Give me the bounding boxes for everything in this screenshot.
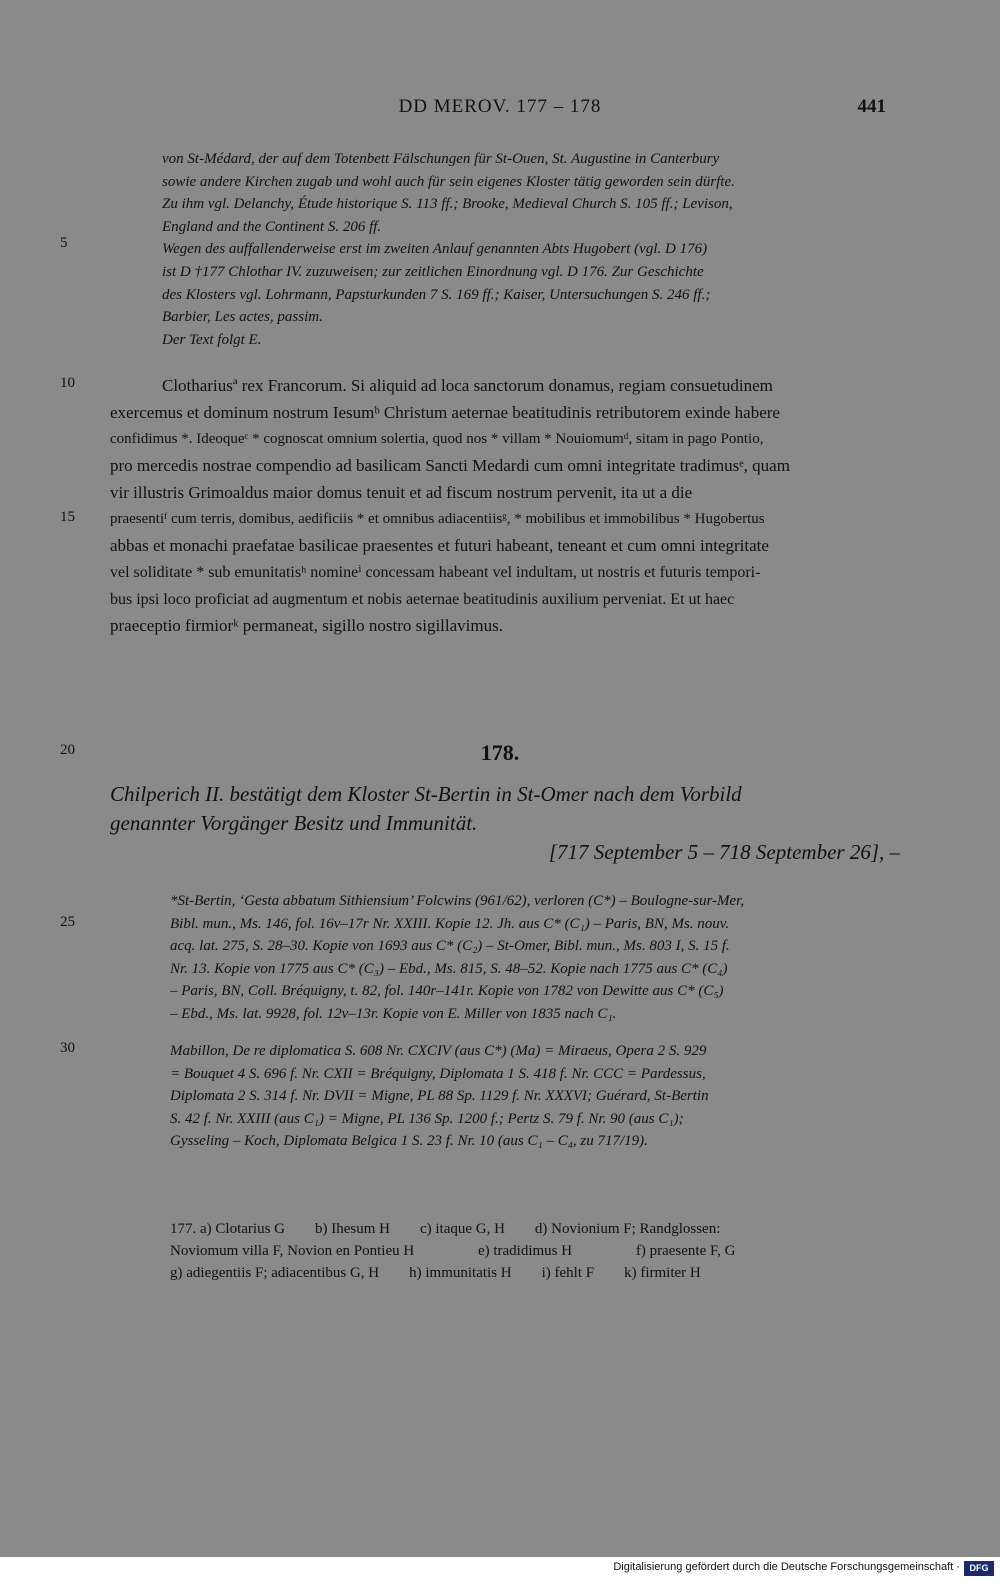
source-line: – Ebd., Ms. lat. 9928, fol. 12v–13r. Kopie von E. Miller von 1835 nach C₁. xyxy=(170,1005,617,1022)
edition-line: Gysseling – Koch, Diplomata Belgica 1 S. 23 f. Nr. 10 (aus C₁ – C₄, zu 717/19). xyxy=(170,1133,648,1149)
apparatus-notes xyxy=(170,1218,900,1284)
edition-line: S. 42 f. Nr. XXIII (aus C₁) = Migne, PL 136 Sp. 1200 f.; Pertz S. 79 f. Nr. 90 (aus C₁); xyxy=(170,1110,684,1127)
funding-footer xyxy=(0,1557,1000,1581)
charter-line: confidimus *. Ideoqueᶜ * cognoscat omnium solertia, quod nos * villam * Nouiomumᵈ, sitam in pago Pontio, xyxy=(110,431,764,448)
source-line: Nr. 13. Kopie von 1775 aus C* (C₃) – Ebd., Ms. 815, S. 48–52. Kopie nach 1775 aus C* (C₄) xyxy=(170,960,728,977)
note-line: Noviomum villa F, Novion en Pontieu H e) tradidimus H f) praesente F, G xyxy=(170,1243,736,1259)
line-number: 5 xyxy=(60,235,68,251)
line-number: 30 xyxy=(60,1040,75,1056)
commentary-line: Wegen des auffallenderweise erst im zweiten Anlauf genannten Abts Hugobert (vgl. D 176) xyxy=(162,241,708,258)
commentary-line: des Klosters vgl. Lohrmann, Papsturkunden 7 S. 169 ff.; Kaiser, Untersuchungen S. 246 ff.; xyxy=(162,286,711,303)
charter-line: praesentiᶠ cum terris, domibus, aedificiis * et omnibus adiacentiisᵍ, * mobilibus et immobilibus * Hugobertus xyxy=(110,511,765,528)
source-line: Bibl. mun., Ms. 146, fol. 16v–17r Nr. XXIII. Kopie 12. Jh. aus C* (C₁) – Paris, BN, Ms. nouv. xyxy=(170,915,730,932)
commentary-line: sowie andere Kirchen zugab und wohl auch für sein eigenes Kloster tätig geworden sein dürfte. xyxy=(162,173,735,190)
document-number: 178. xyxy=(480,740,520,765)
source-line: acq. lat. 275, S. 28–30. Kopie von 1693 aus C* (C₂) – St-Omer, Bibl. mun., Ms. 803 I, S. 15 f. xyxy=(170,938,730,954)
note-line: 177. a) Clotarius G b) Ihesum H c) itaque G, H d) Novionium F; Randglossen: xyxy=(170,1221,721,1237)
charter-line: vel soliditate * sub emunitatisʰ nomineⁱ concessam habeant vel indultam, ut nostris et futuris tempori- xyxy=(110,563,761,581)
commentary-line: England and the Continent S. 206 ff. xyxy=(162,218,382,235)
charter-line: Clothariusª rex Francorum. Si aliquid ad loca sanctorum donamus, regiam consuetudinem xyxy=(162,376,773,395)
funding-text: Digitalisierung gefördert durch die Deutsche Forschungsgemeinschaft · xyxy=(613,1561,960,1573)
running-header: DD MEROV. 177 – 178 xyxy=(398,96,602,117)
line-number: 20 xyxy=(60,742,75,758)
dfg-logo: DFG xyxy=(964,1561,994,1576)
edition-line: = Bouquet 4 S. 696 f. Nr. CXII = Bréquigny, Diplomata 1 S. 418 f. Nr. CCC = Pardessus, xyxy=(170,1065,706,1082)
regest-line: Chilperich II. bestätigt dem Kloster St-Bertin in St-Omer nach dem Vorbild xyxy=(110,782,742,806)
charter-line: bus ipsi loco proficiat ad augmentum et nobis aeternae beatitudinis auxilium perveniat. Et ut haec xyxy=(110,590,735,608)
commentary-line: ist D †177 Chlothar IV. zuzuweisen; zur zeitlichen Einordnung vgl. D 176. Zur Geschichte xyxy=(162,263,704,280)
regest-block xyxy=(110,780,900,867)
source-line: – Paris, BN, Coll. Bréquigny, t. 82, fol. 140r–141r. Kopie von 1782 von Dewitte aus C* (C₅) xyxy=(170,983,724,999)
charter-text xyxy=(110,373,900,640)
regest-line: genannter Vorgänger Besitz und Immunität. xyxy=(110,811,478,835)
charter-line: exercemus et dominum nostrum Iesumᵇ Christum aeternae beatitudinis retributorem exinde habere xyxy=(110,402,780,422)
edition-line: Diplomata 2 S. 314 f. Nr. DVII = Migne, PL 88 Sp. 1129 f. Nr. XXXVI; Guérard, St-Bertin xyxy=(170,1088,709,1104)
source-line: *St-Bertin, ‘Gesta abbatum Sithiensium’ Folcwins (961/62), verloren (C*) – Boulogne-sur-Mer, xyxy=(170,893,745,909)
page-number: 441 xyxy=(857,96,886,117)
charter-line: abbas et monachi praefatae basilicae praesentes et futuri habeant, teneant et cum omni integritate xyxy=(110,536,769,556)
note-line: g) adiegentiis F; adiacentibus G, H h) immunitatis H i) fehlt F k) firmiter H xyxy=(170,1265,701,1281)
charter-line: vir illustris Grimoaldus maior domus tenuit et ad fiscum nostrum pervenit, ita ut a die xyxy=(110,482,693,502)
line-number: 10 xyxy=(60,375,75,391)
charter-line: pro mercedis nostrae compendio ad basilicam Sancti Medardi cum omni integritate tradimusᵉ, quam xyxy=(110,456,790,476)
commentary-line: von St-Médard, der auf dem Totenbett Fälschungen für St-Ouen, St. Augustine in Canterbury xyxy=(162,151,720,167)
line-number: 15 xyxy=(60,509,75,525)
manuscript-tradition xyxy=(170,890,900,1025)
commentary-line: Zu ihm vgl. Delanchy, Étude historique S. 113 ff.; Brooke, Medieval Church S. 105 ff.; Levison, xyxy=(162,196,733,213)
commentary-line: Barbier, Les actes, passim. xyxy=(162,309,323,326)
charter-line: praeceptio firmiorᵏ permaneat, sigillo nostro sigillavimus. xyxy=(110,616,503,636)
commentary-block xyxy=(162,148,897,351)
commentary-line: Der Text folgt E. xyxy=(162,331,262,348)
edition-line: Mabillon, De re diplomatica S. 608 Nr. CXCIV (aus C*) (Ma) = Miraeus, Opera 2 S. 929 xyxy=(170,1043,707,1059)
editions-block xyxy=(170,1040,900,1153)
regest-date: [717 September 5 – 718 September 26], – xyxy=(548,840,900,864)
line-number: 25 xyxy=(60,914,75,930)
